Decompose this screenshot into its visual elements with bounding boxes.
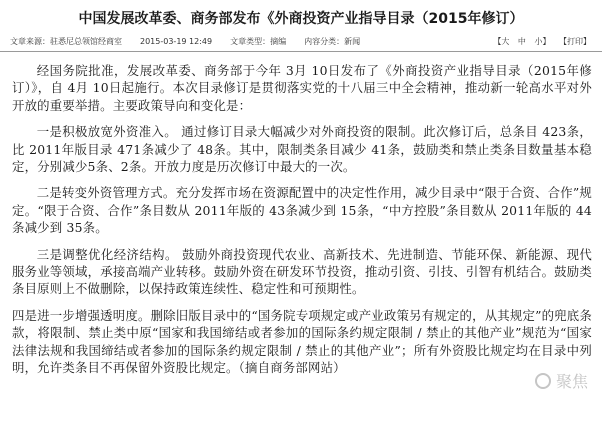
font-medium-button[interactable]: 中 xyxy=(517,36,526,46)
watermark-text: 聚焦 xyxy=(555,372,588,391)
article-source: 文章来源：驻悉尼总领馆经商室 xyxy=(10,36,122,46)
paragraph-3: 三是调整优化经济结构。 鼓励外商投资现代农业、高新技术、先进制造、节能环保、新能源、现代服务业等领域，承接高端产业转移。鼓励外资在研发环节投资，推动引资、引技、引智有机结合。鼓励类条目原则上不做删除，以保持政策连续性、稳定性和可预期性。 xyxy=(12,246,592,297)
paragraph-4: 四是进一步增强透明度。删除旧版目录中的“国务院专项规定或产业政策另有规定的，从其规定”的兜底条款，将限制、禁止类中原“国家和我国缔结或者参加的国际条约规定限制 / 禁止的其他产业”规范为“国家法律法规和我国缔结或者参加的国际条约规定限制 / 禁止的其他产业”；所有外资股比规定均在目录中列明，允许类条目不再保留外资股比规定。（摘自商务部网站） xyxy=(12,307,592,376)
article-meta-bar xyxy=(0,34,602,52)
article-category: 内容分类：新闻 xyxy=(304,36,361,46)
paragraph-intro: 经国务院批准，发展改革委、商务部于今年 3月 10日发布了《外商投资产业指导目录（2015年修订）》，自 4月 10日起施行。本次目录修订是贯彻落实党的十八届三中全会精神，推动新一轮高水平对外开放的重要举措。主要政策导向和变化是： xyxy=(12,63,592,113)
watermark xyxy=(535,369,588,392)
font-large-button[interactable]: 【大 xyxy=(493,36,510,46)
font-size-controls xyxy=(490,36,594,47)
wechat-watermark-icon xyxy=(535,373,551,389)
article-body xyxy=(0,52,602,377)
print-button[interactable]: 【打印】 xyxy=(559,36,591,46)
paragraph-2: 二是转变外资管理方式。充分发挥市场在资源配置中的决定性作用，减少目录中“限于合资、合作”规定。“限于合资、合作”条目数从 2011年版的 43条减少到 15条，“中方控股”条目数从 2011年版的 44条减少到 35条。 xyxy=(12,185,592,236)
paragraph-1: 一是积极放宽外资准入。 通过修订目录大幅减少对外商投资的限制。此次修订后，总条目 423条，比 2011年版目录 471条减少了 48条。其中，限制类条目减少 41条，鼓励类和禁止类条目数量基本稳定，分别减少5条、2条。开放力度是历次修订中最大的一次。 xyxy=(12,124,592,175)
article-title: 中国发展改革委、商务部发布《外商投资产业指导目录（2015年修订） xyxy=(78,11,524,27)
article-type: 文章类型：摘编 xyxy=(230,36,287,46)
article-date: 2015-03-19 12:49 xyxy=(140,36,213,46)
font-small-button[interactable]: 小】 xyxy=(534,36,551,46)
